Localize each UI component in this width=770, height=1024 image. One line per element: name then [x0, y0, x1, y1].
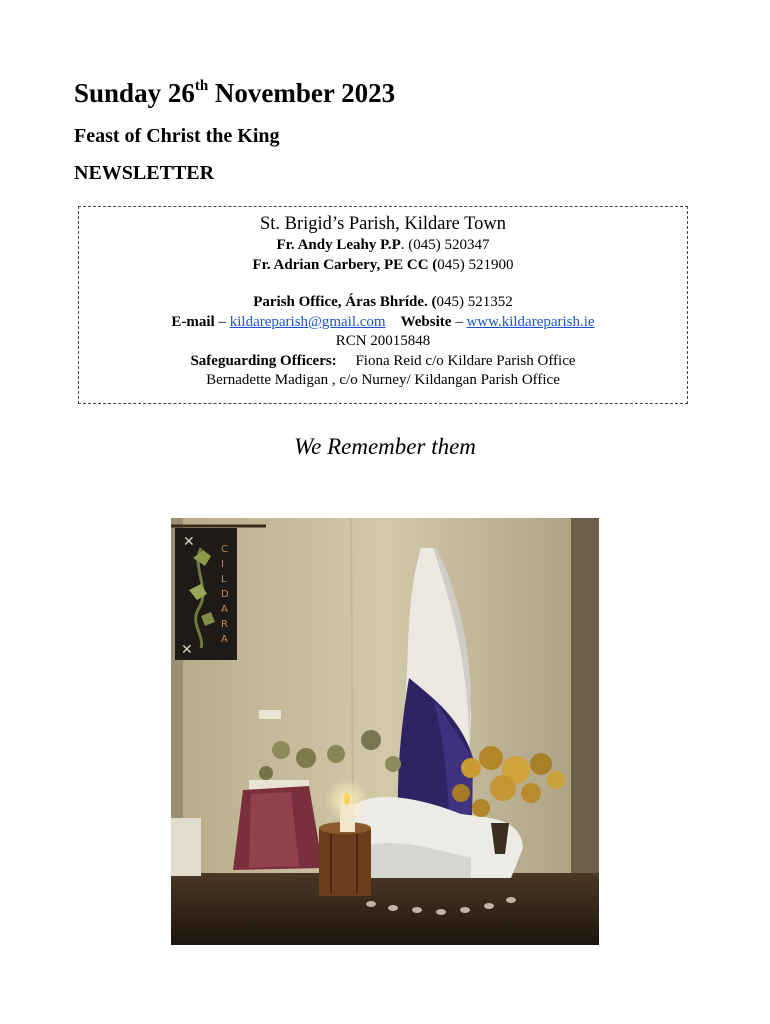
email-separator: –: [214, 313, 230, 330]
banner-letter: I: [221, 559, 224, 570]
safeguarding-label: Safeguarding Officers:: [190, 352, 337, 369]
feast-title: Feast of Christ the King: [74, 125, 280, 147]
email-link[interactable]: kildareparish@gmail.com: [229, 313, 386, 330]
priest-1-name: Fr. Andy Leahy P.P: [276, 237, 401, 253]
kildare-banner: [175, 528, 237, 660]
safeguarding-line: [79, 352, 687, 372]
title-month-year: November 2023: [208, 78, 396, 108]
rcn-number: RCN 20015848: [335, 333, 431, 349]
priest-2-phone: 045) 521900: [437, 256, 514, 273]
svg-text:✕: ✕: [181, 642, 193, 658]
banner-letter: L: [221, 574, 227, 585]
banner-letter: C: [221, 544, 228, 555]
parish-info-box: [78, 206, 688, 404]
newsletter-date-title: [74, 78, 395, 109]
tree-stump: [319, 822, 371, 896]
title-date: Sunday 26: [74, 78, 195, 108]
safeguarding-officer-2: Bernadette Madigan , c/o Nurney/ Kildangan Parish Office: [206, 372, 560, 388]
priest-1-phone: . (045) 520347: [400, 237, 490, 253]
remember-heading: We Remember them: [294, 434, 476, 459]
safeguarding-officer-1: Fiona Reid c/o Kildare Parish Office: [355, 352, 576, 369]
website-label: Website: [400, 313, 452, 330]
banner-letter: A: [221, 634, 228, 645]
title-ordinal: th: [194, 78, 209, 94]
parish-name: St. Brigid’s Parish, Kildare Town: [259, 214, 507, 234]
altar-display-photo: [171, 518, 599, 945]
contact-line: [79, 313, 687, 333]
website-link[interactable]: www.kildareparish.ie: [466, 313, 595, 330]
svg-text:✕: ✕: [183, 534, 195, 550]
priest-2-name: Fr. Adrian Carbery, PE CC (: [252, 256, 438, 273]
banner-letter: R: [221, 619, 228, 630]
maroon-cloth-lectern: [233, 780, 323, 870]
parish-office-line: [79, 293, 687, 313]
parish-office-label: Parish Office, Áras Bhríde. (: [253, 294, 437, 310]
email-label: E-mail: [171, 313, 215, 330]
newsletter-heading: NEWSLETTER: [74, 162, 215, 184]
website-separator: –: [451, 313, 467, 330]
parish-office-phone: 045) 521352: [436, 294, 513, 310]
banner-letter: A: [221, 604, 228, 615]
priest-1-line: [79, 236, 687, 256]
priest-2-line: [79, 256, 687, 276]
spacer: [79, 275, 687, 293]
banner-letter: D: [221, 589, 229, 600]
